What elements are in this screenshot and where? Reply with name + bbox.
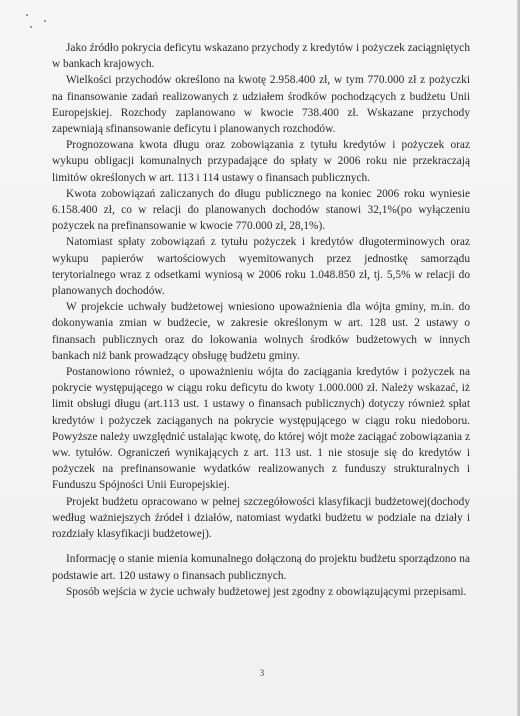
page-number: 3: [259, 668, 265, 678]
paragraph-credit-limit: Postanowiono również, o upoważnieniu wójta do zaciągania kredytów i pożyczek na pokrycie występującego w ciągu roku deficytu do kwoty 1.000.000 zł. Należy wskazać, iż limit obsługi długu (art.113 ust. 1 ustawy o finansach publicznych) dotyczy również spłat kredytów i pożyczek zaciąganych na pokrycie występującego w ciągu roku niedoboru. Powyższe należy uwzględnić ustalając kwotę, do której wójt może zaciągać zobowiązania z ww. tytułów. Ograniczeń wynikających z art. 113 ust. 1 nie stosuje się do kredytów i pożyczek na prefinansowanie wydatków realizowanych z funduszy strukturalnych i Funduszu Spójności Unii Europejskiej.: [52, 366, 470, 492]
paragraph-revenue-amounts: Wielkości przychodów określono na kwotę 2.958.400 zł, w tym 770.000 zł z pożyczki na finansowanie zadań realizowanych z udziałem środków pochodzących z budżetu Unii Europejskiej. Rozchody zaplanowano w kwocie 738.400 zł. Wskazane przychody zapewniają sfinansowanie deficytu i planowanych rozchodów.: [52, 74, 470, 136]
scan-specks: [26, 12, 48, 30]
document-body: [52, 40, 470, 600]
scan-speck: [30, 26, 32, 28]
paragraph-budget-classification: Projekt budżetu opracowano w pełnej szczegółowości klasyfikacji budżetowej(dochody według ważniejszych źródeł i działów, natomiast wydatki budżetu w podziale na działy i rozdziały klasyfikacji budżetowej).: [52, 495, 470, 541]
paragraph-public-debt: Kwota zobowiązań zaliczanych do długu publicznego na koniec 2006 roku wyniesie 6.158.400 zł, co w relacji do planowanych dochodów stanowi 32,1%(po wyłączeniu pożyczek na prefinansowanie w kwocie 770.000 zł, 28,1%).: [52, 187, 470, 233]
paragraph-deficit-source: Jako źródło pokrycia deficytu wskazano przychody z kredytów i pożyczek zaciągniętych w bankach krajowych.: [52, 42, 470, 71]
paragraph-repayments: Natomiast spłaty zobowiązań z tytułu pożyczek i kredytów długoterminowych oraz wykupu papierów wartościowych wyemitowanych przez jednostkę samorządu terytorialnego wraz z odsetkami wyniosą w 2006 roku 1.048.850 zł, tj. 5,5% w relacji do planowanych dochodów.: [52, 236, 470, 298]
paragraph-authorizations: W projekcie uchwały budżetowej wniesiono upoważnienia dla wójta gminy, m.in. do dokonywania zmian w budżecie, w zakresie określonym w art. 128 ust. 2 ustawy o finansach publicznych oraz do lokowania wolnych środków budżetowych w innych bankach niż bank prowadzący obsługę budżetu gminy.: [52, 301, 470, 362]
scan-speck: [26, 14, 28, 16]
paragraph-debt-forecast: Prognozowana kwota długu oraz zobowiązania z tytułu kredytów i pożyczek oraz wykupu obligacji komunalnych przypadające do spłaty w 2006 roku nie przekraczają limitów określonych w art. 113 i 114 ustawy o finansach publicznych.: [52, 139, 470, 184]
paragraph-entry-into-force: Sposób wejścia w życie uchwały budżetowej jest zgodny z obowiązującymi przepisami.: [66, 585, 467, 598]
paragraph-municipal-property: Informację o stanie mienia komunalnego dołączoną do projektu budżetu sporządzono na podstawie art. 120 ustawy o finansach publicznych.: [52, 553, 470, 582]
scan-speck: [44, 20, 46, 22]
